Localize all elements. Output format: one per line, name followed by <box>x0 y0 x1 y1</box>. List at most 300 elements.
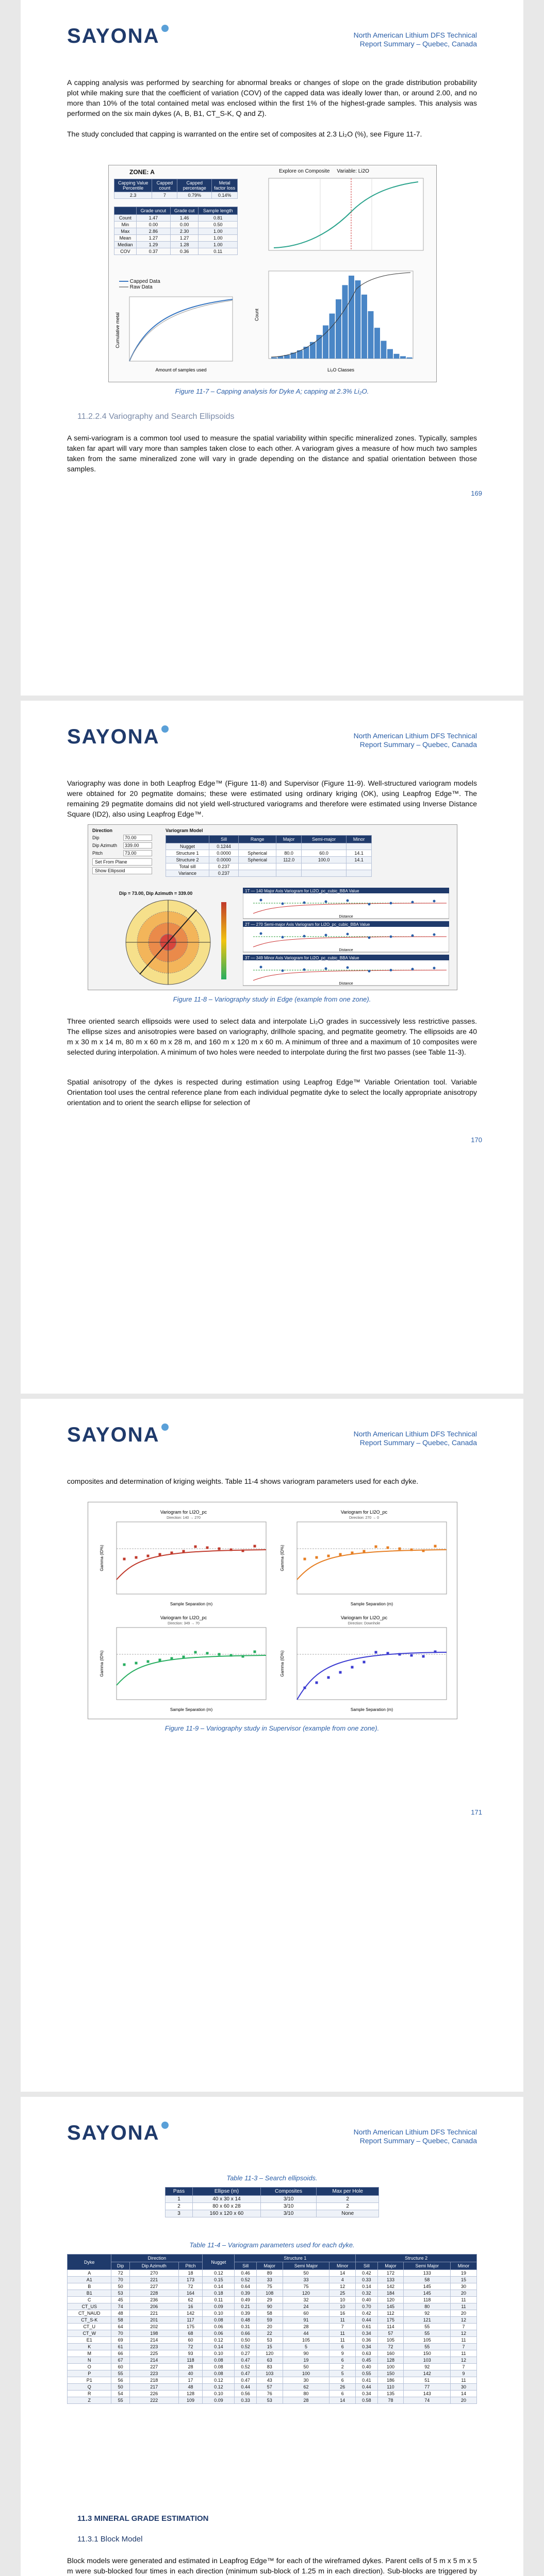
experimental-point <box>325 901 327 903</box>
model-header <box>166 836 209 843</box>
table-cell: 228 <box>129 2290 178 2297</box>
model-cell: 0.237 <box>209 863 239 870</box>
model-cell: Spherical <box>238 857 276 863</box>
table-cell: 0.08 <box>203 2370 235 2377</box>
table-cell: 62 <box>178 2297 203 2303</box>
table-cell: 20 <box>451 2290 477 2297</box>
plot-subtitle: Direction: 140 → 270 <box>167 1516 201 1520</box>
direction-value-input[interactable]: 339.00 <box>123 842 152 849</box>
table-cell: 114 <box>377 2324 404 2330</box>
table-cell: 0.36 <box>356 2337 377 2344</box>
table-cell: 16 <box>178 2303 203 2310</box>
table-cell: 0.52 <box>235 2344 256 2350</box>
table-cell: 40 x 30 x 14 <box>193 2196 261 2203</box>
experimental-point <box>282 970 284 972</box>
experimental-point <box>387 1652 389 1655</box>
experimental-point <box>411 935 414 937</box>
stats-row <box>114 235 238 242</box>
y-axis-label: Gamma (ID%) <box>100 1650 104 1677</box>
table-cell: CT_US <box>68 2303 111 2310</box>
model-cell <box>301 870 346 877</box>
histogram-bar <box>349 276 354 359</box>
table-row <box>68 2377 477 2384</box>
model-cell <box>238 843 276 850</box>
table-cell: 9 <box>329 2350 356 2357</box>
experimental-point <box>422 1550 425 1552</box>
experimental-point <box>147 1555 150 1557</box>
x-axis-label: Sample Separation (m) <box>350 1602 393 1606</box>
table-cell: 63 <box>256 2357 283 2364</box>
table-cell: 112 <box>377 2310 404 2317</box>
table-cell: 56 <box>111 2377 129 2384</box>
table-cell: 0.34 <box>356 2330 377 2337</box>
stats-cell: 1.27 <box>170 235 198 242</box>
table-header: Major <box>377 2262 404 2270</box>
table-row <box>68 2290 477 2297</box>
set-from-plane-button[interactable]: Set From Plane <box>92 858 152 866</box>
table-cell: 0.32 <box>356 2290 377 2297</box>
table-cell: 118 <box>404 2297 451 2303</box>
table-cell: 142 <box>404 2370 451 2377</box>
table-cell: 66 <box>111 2350 129 2357</box>
legend: Capped Data Raw Data <box>119 279 160 290</box>
table-cell: 69 <box>111 2337 129 2344</box>
experimental-point <box>147 1660 150 1663</box>
histogram-bar <box>310 342 316 359</box>
table-cell: 202 <box>129 2324 178 2330</box>
table-cell: 72 <box>377 2344 404 2350</box>
table-cell: 0.09 <box>203 2397 235 2404</box>
stats-cell: 1.29 <box>136 242 170 248</box>
table-cell: 214 <box>129 2337 178 2344</box>
experimental-point <box>434 1545 437 1548</box>
stats-cell: 1.00 <box>199 242 238 248</box>
table-cell: 10 <box>329 2303 356 2310</box>
plot-subtitle: Direction: 270 → 0 <box>349 1516 379 1520</box>
table-cell: 0.27 <box>235 2350 256 2357</box>
model-cell: Nugget <box>166 843 209 850</box>
variogram-parameters-table <box>67 2254 477 2404</box>
table-cell: 14 <box>329 2270 356 2277</box>
table-caption: Table 11-4 – Variogram parameters used for each dyke. <box>189 2241 355 2249</box>
histogram-bar <box>336 299 341 359</box>
stats-cell: 1.00 <box>199 228 238 235</box>
table-cell: 11 <box>329 2337 356 2344</box>
stats-row <box>114 222 238 228</box>
experimental-point <box>327 1676 330 1679</box>
table-cell: 0.52 <box>235 2364 256 2370</box>
table-cell: 45 <box>111 2297 129 2303</box>
table-cell: 43 <box>256 2377 283 2384</box>
direction-value-input[interactable]: 70.00 <box>123 835 152 841</box>
table-cell: 0.09 <box>203 2303 235 2310</box>
table-cell: 93 <box>178 2350 203 2357</box>
table-cell: 29 <box>256 2297 283 2303</box>
cumulative-metal-chart <box>114 294 238 377</box>
table-cell: 222 <box>129 2397 178 2404</box>
table-cell: 0.21 <box>235 2303 256 2310</box>
table-cell: 0.46 <box>235 2270 256 2277</box>
model-cell <box>238 870 276 877</box>
table-cell: 198 <box>129 2330 178 2337</box>
experimental-point <box>135 1556 138 1559</box>
table-cell: 0.52 <box>235 2277 256 2283</box>
histogram-bar <box>381 341 387 359</box>
table-row <box>68 2397 477 2404</box>
table-cell: 54 <box>111 2391 129 2397</box>
histogram-bar <box>361 295 367 359</box>
stats-cell: 1.28 <box>170 242 198 248</box>
stats-cell: 2.86 <box>136 228 170 235</box>
table-cell: CT_U <box>68 2324 111 2330</box>
table-cell: 68 <box>178 2330 203 2337</box>
y-axis-label: Gamma (ID%) <box>100 1545 104 1571</box>
table-cell: 55 <box>111 2370 129 2377</box>
table-cell: 22 <box>256 2330 283 2337</box>
table-cell: 11 <box>451 2350 477 2357</box>
zone-label: ZONE: A <box>129 168 155 176</box>
table-cell: 0.64 <box>235 2283 256 2290</box>
paragraph: A capping analysis was performed by searching for abnormal breaks or changes of slope on the grade distribution probability plot while making sure that the coefficient of variation (COV) of the capped data was ideally lower than, or around 2.00, and no more than 10% of the total contained metal was enclosed within the first 1% of the highest-grade samples. This analysis was performed on the six main dykes (A, B, B1, CT_S-K, Q and Z). <box>67 78 477 117</box>
experimental-point <box>304 1687 306 1689</box>
experimental-point <box>390 969 392 972</box>
table-cell: Q <box>68 2384 111 2391</box>
probability-plot <box>253 176 428 263</box>
experimental-point <box>316 1682 318 1684</box>
table-header: Dip Azimuth <box>129 2262 178 2270</box>
model-cell <box>301 843 346 850</box>
table-header: Minor <box>451 2262 477 2270</box>
experimental-point <box>422 1655 425 1658</box>
table-cell: 62 <box>283 2384 329 2391</box>
table-header: Direction <box>111 2255 203 2262</box>
table-cell: 0.42 <box>356 2270 377 2277</box>
experimental-point <box>282 903 284 905</box>
dip-title: Dip = 73.00, Dip Azimuth = 339.00 <box>119 891 193 896</box>
section-heading: 11.3 MINERAL GRADE ESTIMATION <box>77 2514 209 2523</box>
model-cell <box>276 863 302 870</box>
table-cell: 117 <box>178 2317 203 2324</box>
table-cell: 221 <box>129 2277 178 2283</box>
experimental-point <box>433 934 436 936</box>
stats-cell: 0.50 <box>199 222 238 228</box>
table-cell: 105 <box>377 2337 404 2344</box>
table-cell: 60 <box>111 2364 129 2370</box>
table-cell: 58 <box>256 2310 283 2317</box>
table-cell: 206 <box>129 2303 178 2310</box>
table-cell: 2 <box>317 2196 379 2203</box>
table-cell: 74 <box>404 2397 451 2404</box>
x-axis-label: Sample Separation (m) <box>170 1602 213 1606</box>
table-cell: 15 <box>451 2277 477 2283</box>
experimental-point <box>434 1651 437 1653</box>
supervisor-variogram-plot <box>276 1507 452 1611</box>
stats-cell: 0.11 <box>199 248 238 255</box>
experimental-point <box>363 1550 366 1553</box>
table-cell: 72 <box>178 2344 203 2350</box>
prob-title: Explore on Composite Variable: Li2O <box>279 168 369 174</box>
table-cell: 55 <box>404 2324 451 2330</box>
paragraph: Spatial anisotropy of the dykes is respected during estimation using Leapfrog Edge™ Variable Orientation tool. Variable Orientation tool uses the central reference plane from each individual pegmatite dyke to select the locally appropriate anisotropy orientation and to orient the search ellipse for selection of <box>67 1078 477 1107</box>
table-cell: 0.10 <box>203 2310 235 2317</box>
experimental-point <box>135 1662 138 1665</box>
model-cell: Variance <box>166 870 209 877</box>
experimental-point <box>218 1548 221 1550</box>
model-cell: 14.1 <box>347 850 372 857</box>
experimental-point <box>325 934 327 937</box>
table-cell: 20 <box>451 2397 477 2404</box>
table-cell: 20 <box>256 2324 283 2330</box>
table-cell: 30 <box>451 2283 477 2290</box>
histogram-bar <box>394 354 400 359</box>
table-cell: 160 x 120 x 60 <box>193 2210 261 2217</box>
table-cell: P1 <box>68 2377 111 2384</box>
table-cell: 0.39 <box>235 2310 256 2317</box>
plot-title: Variogram for LI2O_pc <box>340 1615 388 1620</box>
table-cell: 0.10 <box>203 2391 235 2397</box>
table-cell: 218 <box>129 2377 178 2384</box>
table-cell: 50 <box>283 2364 329 2370</box>
experimental-point <box>411 901 414 904</box>
table-cell: 61 <box>111 2344 129 2350</box>
plot-frame <box>297 1522 447 1594</box>
experimental-point <box>399 1548 401 1550</box>
experimental-point <box>375 1546 377 1548</box>
table-cell: 11 <box>451 2297 477 2303</box>
direction-value-input[interactable]: 73.00 <box>123 850 152 856</box>
model-header: Sill <box>209 836 239 843</box>
table-cell: 50 <box>111 2283 129 2290</box>
table-cell: 0.14 <box>356 2283 377 2290</box>
histogram-chart <box>253 268 428 377</box>
table-cell: 53 <box>111 2290 129 2297</box>
table-header: Structure 2 <box>356 2255 477 2262</box>
table-cell: CT_W <box>68 2330 111 2337</box>
supervisor-variogram-plot <box>96 1507 271 1611</box>
table-cell: 0.39 <box>235 2290 256 2297</box>
table-cell: 186 <box>377 2377 404 2384</box>
table-header: Sill <box>235 2262 256 2270</box>
experimental-point <box>433 967 436 970</box>
experimental-point <box>433 900 436 903</box>
sayona-logo: SAYONA <box>67 1423 169 1447</box>
table-cell: 5 <box>329 2370 356 2377</box>
table-cell: K <box>68 2344 111 2350</box>
table-cell: B <box>68 2283 111 2290</box>
model-header: Minor <box>347 836 372 843</box>
experimental-point <box>171 1657 173 1660</box>
page-header <box>67 2117 477 2159</box>
table-cell: 142 <box>178 2310 203 2317</box>
experimental-point <box>159 1659 161 1662</box>
page-number: 170 <box>471 1136 482 1144</box>
plot-frame <box>117 1522 266 1594</box>
table-cell: 236 <box>129 2297 178 2303</box>
header-title: North American Lithium DFS Technical Report Summary – Quebec, Canada <box>353 1430 477 1447</box>
experimental-point <box>282 936 284 939</box>
experimental-point <box>368 970 371 973</box>
experimental-point <box>206 1652 209 1655</box>
table-cell: 0.31 <box>235 2324 256 2330</box>
table-cell: 7 <box>451 2324 477 2330</box>
table-cell: 6 <box>329 2391 356 2397</box>
table-cell: 32 <box>283 2297 329 2303</box>
histogram-bar <box>374 328 380 359</box>
table-cell: 133 <box>377 2277 404 2283</box>
table-cell: 145 <box>404 2290 451 2297</box>
page-number: 169 <box>471 489 482 497</box>
table-cell: 105 <box>283 2337 329 2344</box>
stats-cell: 2.30 <box>170 228 198 235</box>
model-cell: 80.0 <box>276 850 302 857</box>
table-cell: 3/10 <box>260 2210 317 2217</box>
direction-label: Dip Azimuth <box>92 843 118 848</box>
table-cell: 11 <box>451 2337 477 2344</box>
experimental-point <box>351 1666 354 1669</box>
table-cell: 30 <box>451 2384 477 2391</box>
x-axis-label: Sample Separation (m) <box>170 1707 213 1712</box>
plot-frame <box>117 1628 266 1700</box>
table-header: Dip <box>111 2262 129 2270</box>
table-cell: 12 <box>451 2357 477 2364</box>
table-row <box>68 2357 477 2364</box>
table-cell: 60 <box>178 2337 203 2344</box>
table-cell: 0.66 <box>235 2330 256 2337</box>
table-cell: 133 <box>404 2270 451 2277</box>
table-cell: 6 <box>329 2344 356 2350</box>
table-cell: 145 <box>377 2303 404 2310</box>
experimental-point <box>230 1654 233 1657</box>
table-cell: 16 <box>329 2310 356 2317</box>
table-header: Minor <box>329 2262 356 2270</box>
table-cell: 58 <box>404 2277 451 2283</box>
table-cell: 150 <box>404 2350 451 2357</box>
stats-cell: 0.00 <box>136 222 170 228</box>
experimental-point <box>230 1549 233 1551</box>
page-header <box>67 721 477 762</box>
histogram-bar <box>407 358 413 359</box>
table-cell: 50 <box>111 2384 129 2391</box>
model-cell: Structure 1 <box>166 850 209 857</box>
table-cell: 75 <box>283 2283 329 2290</box>
paragraph: Three oriented search ellipsoids were used to select data and interpolate Li₂O grades in successively less restrictive passes. The ellipse sizes and anisotropies were based on variography, drillhole spacing, and pegmatite geometry. The ellipsoids are 40 m x 30 m x 14 m, 80 m x 60 m x 28 m, and 160 m x 120 m x 60 m. A minimum of three and a maximum of 10 composites were selected during interpolation. A minimum of two holes were needed to interpolate during the first two passes (see Table 11-3). <box>67 1017 477 1056</box>
stats-cell: Count <box>114 215 137 222</box>
experimental-point <box>206 1547 209 1549</box>
capping-table: Capping Value Percentile Capped count Capped percentage Metal factor loss 2.3 7 0.79% 0.14% <box>114 179 238 199</box>
table-cell: 0.14 <box>203 2344 235 2350</box>
table-header: Semi Major <box>404 2262 451 2270</box>
table-cell: 6 <box>329 2357 356 2364</box>
page-169 <box>21 0 523 696</box>
experimental-point <box>390 902 392 905</box>
table-cell: 0.06 <box>203 2324 235 2330</box>
table-cell: 0.08 <box>203 2364 235 2370</box>
table-cell: 17 <box>178 2377 203 2384</box>
table-cell: 2 <box>329 2364 356 2370</box>
experimental-point <box>363 1661 366 1664</box>
direction-row <box>92 842 152 849</box>
capping-figure <box>108 165 437 382</box>
table-cell: 80 <box>283 2391 329 2397</box>
x-axis-label: Amount of samples used <box>155 367 207 372</box>
table-cell: 25 <box>329 2290 356 2297</box>
stats-row <box>114 248 238 255</box>
table-cell: 103 <box>404 2357 451 2364</box>
table-cell: 14 <box>451 2391 477 2397</box>
figure-caption: Figure 11-9 – Variography study in Supervisor (example from one zone). <box>164 1724 380 1732</box>
table-cell: 0.55 <box>356 2370 377 2377</box>
supervisor-variogram-plot <box>276 1613 452 1716</box>
table-cell: CT_S-K <box>68 2317 111 2324</box>
model-cell <box>347 843 372 850</box>
paragraph: composites and determination of kriging weights. Table 11-4 shows variogram parameters used for each dyke. <box>67 1477 419 1485</box>
table-cell: 0.70 <box>356 2303 377 2310</box>
table-cell: 1 <box>166 2196 193 2203</box>
sayona-logo: SAYONA <box>67 725 169 749</box>
model-cell <box>347 863 372 870</box>
experimental-point <box>183 1656 185 1658</box>
experimental-point <box>399 1653 401 1656</box>
model-row <box>166 843 372 850</box>
experimental-point <box>316 1556 318 1559</box>
table-row <box>166 2196 379 2203</box>
table-row <box>68 2310 477 2317</box>
experimental-point <box>410 1654 413 1657</box>
table-cell: 28 <box>283 2397 329 2404</box>
table-cell: 24 <box>283 2303 329 2310</box>
table-cell: A <box>68 2270 111 2277</box>
table-cell: 15 <box>256 2344 283 2350</box>
table-cell: 172 <box>377 2270 404 2277</box>
stats-cell: 0.00 <box>170 222 198 228</box>
show-ellipsoid-button[interactable]: Show Ellipsoid <box>92 867 152 874</box>
table-cell: 0.12 <box>203 2270 235 2277</box>
table-cell: 108 <box>256 2290 283 2297</box>
table-cell: 0.56 <box>235 2391 256 2397</box>
table-cell: 221 <box>129 2310 178 2317</box>
experimental-point <box>304 1558 306 1561</box>
experimental-point <box>123 1664 126 1666</box>
table-cell: 64 <box>111 2324 129 2330</box>
table-header: Sill <box>356 2262 377 2270</box>
plot-subtitle: Direction: 349 → 70 <box>168 1622 200 1625</box>
table-row <box>68 2344 477 2350</box>
experimental-point <box>325 968 327 970</box>
histogram-bar <box>323 326 328 359</box>
table-cell: 40 <box>178 2370 203 2377</box>
model-cell <box>347 870 372 877</box>
table-cell: 14 <box>329 2397 356 2404</box>
direction-label: Pitch <box>92 851 103 856</box>
table-cell: C <box>68 2297 111 2303</box>
table-cell: 227 <box>129 2283 178 2290</box>
model-cell: 0.1244 <box>209 843 239 850</box>
x-axis-label: Sample Separation (m) <box>350 1707 393 1712</box>
experimental-point <box>194 1651 197 1654</box>
table-cell: CT_NAUD <box>68 2310 111 2317</box>
table-cell: P <box>68 2370 111 2377</box>
table-cell: 20 <box>451 2310 477 2317</box>
sayona-logo: SAYONA <box>67 25 169 48</box>
table-cell: 77 <box>404 2384 451 2391</box>
experimental-point <box>387 1547 389 1549</box>
supervisor-variogram-plot <box>96 1613 271 1716</box>
experimental-point <box>303 935 306 938</box>
distance-label: Distance <box>339 915 353 919</box>
experimental-point <box>159 1553 161 1556</box>
table-row <box>68 2337 477 2344</box>
table-cell: 2 <box>166 2203 193 2210</box>
